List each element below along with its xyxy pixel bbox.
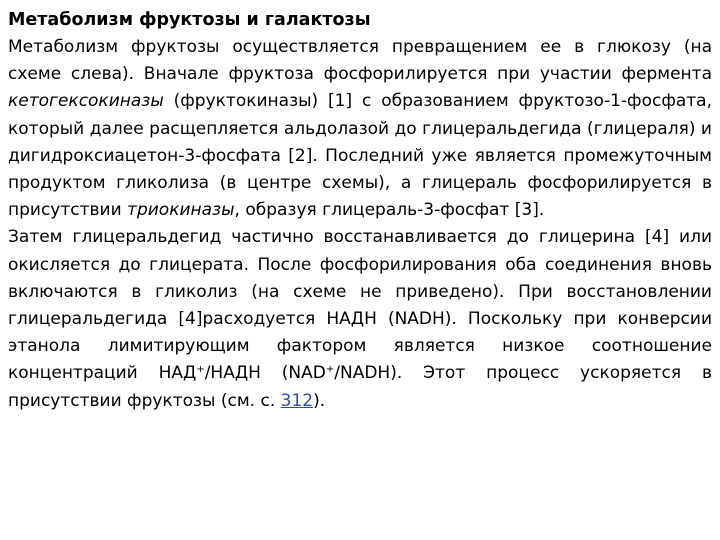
superscript-plus-2: + bbox=[325, 364, 335, 376]
p1-text-1: Метаболизм фруктозы осуществляется превращением ее в глюкозу (на схеме слева). Вначале фруктоза фосфорилируется при участии фермента bbox=[8, 37, 712, 85]
enzyme-ketohexokinase: кетогексокиназы bbox=[8, 91, 164, 112]
paragraph-2 bbox=[8, 224, 712, 414]
page-reference-link[interactable]: 312 bbox=[280, 390, 314, 411]
p2-text-2: /НАДН (NAD bbox=[204, 363, 326, 384]
paragraph-1 bbox=[8, 34, 712, 224]
enzyme-triokinase: триокиназы bbox=[127, 200, 235, 221]
p1-text-3: , образуя глицераль-3-фосфат [3]. bbox=[234, 200, 545, 221]
section-title: Метаболизм фруктозы и галактозы bbox=[8, 10, 371, 30]
p2-text-4: ). bbox=[313, 390, 326, 411]
superscript-plus-1: + bbox=[196, 364, 205, 376]
p1-text-2: (фруктокиназы) [1] с образованием фруктозо-1-фосфата, который далее расщепляется альдолазой до глицеральдегида (глицераля) и дигидроксиацетон-3-фосфата [2]. Последний уже является промежуточным продуктом гликолиза (в центре схемы), а глицераль фосфорилируется в присутствии bbox=[8, 91, 712, 221]
p2-text-1: Затем глицеральдегид частично восстанавливается до глицерина [4] или окисляется до глицерата. После фосфорилирования оба соединения вновь включаются в гликолиз (на схеме не приведено). При восстановлении глицеральдегида [4]расходуется НАДН (NADH). Поскольку при конверсии этанола лимитирующим фактором является низкое соотношение концентраций НАД bbox=[8, 227, 712, 384]
p2-text-3: /NADH). Этот процесс ускоряется в присутствии фруктозы (см. с. bbox=[8, 363, 712, 411]
